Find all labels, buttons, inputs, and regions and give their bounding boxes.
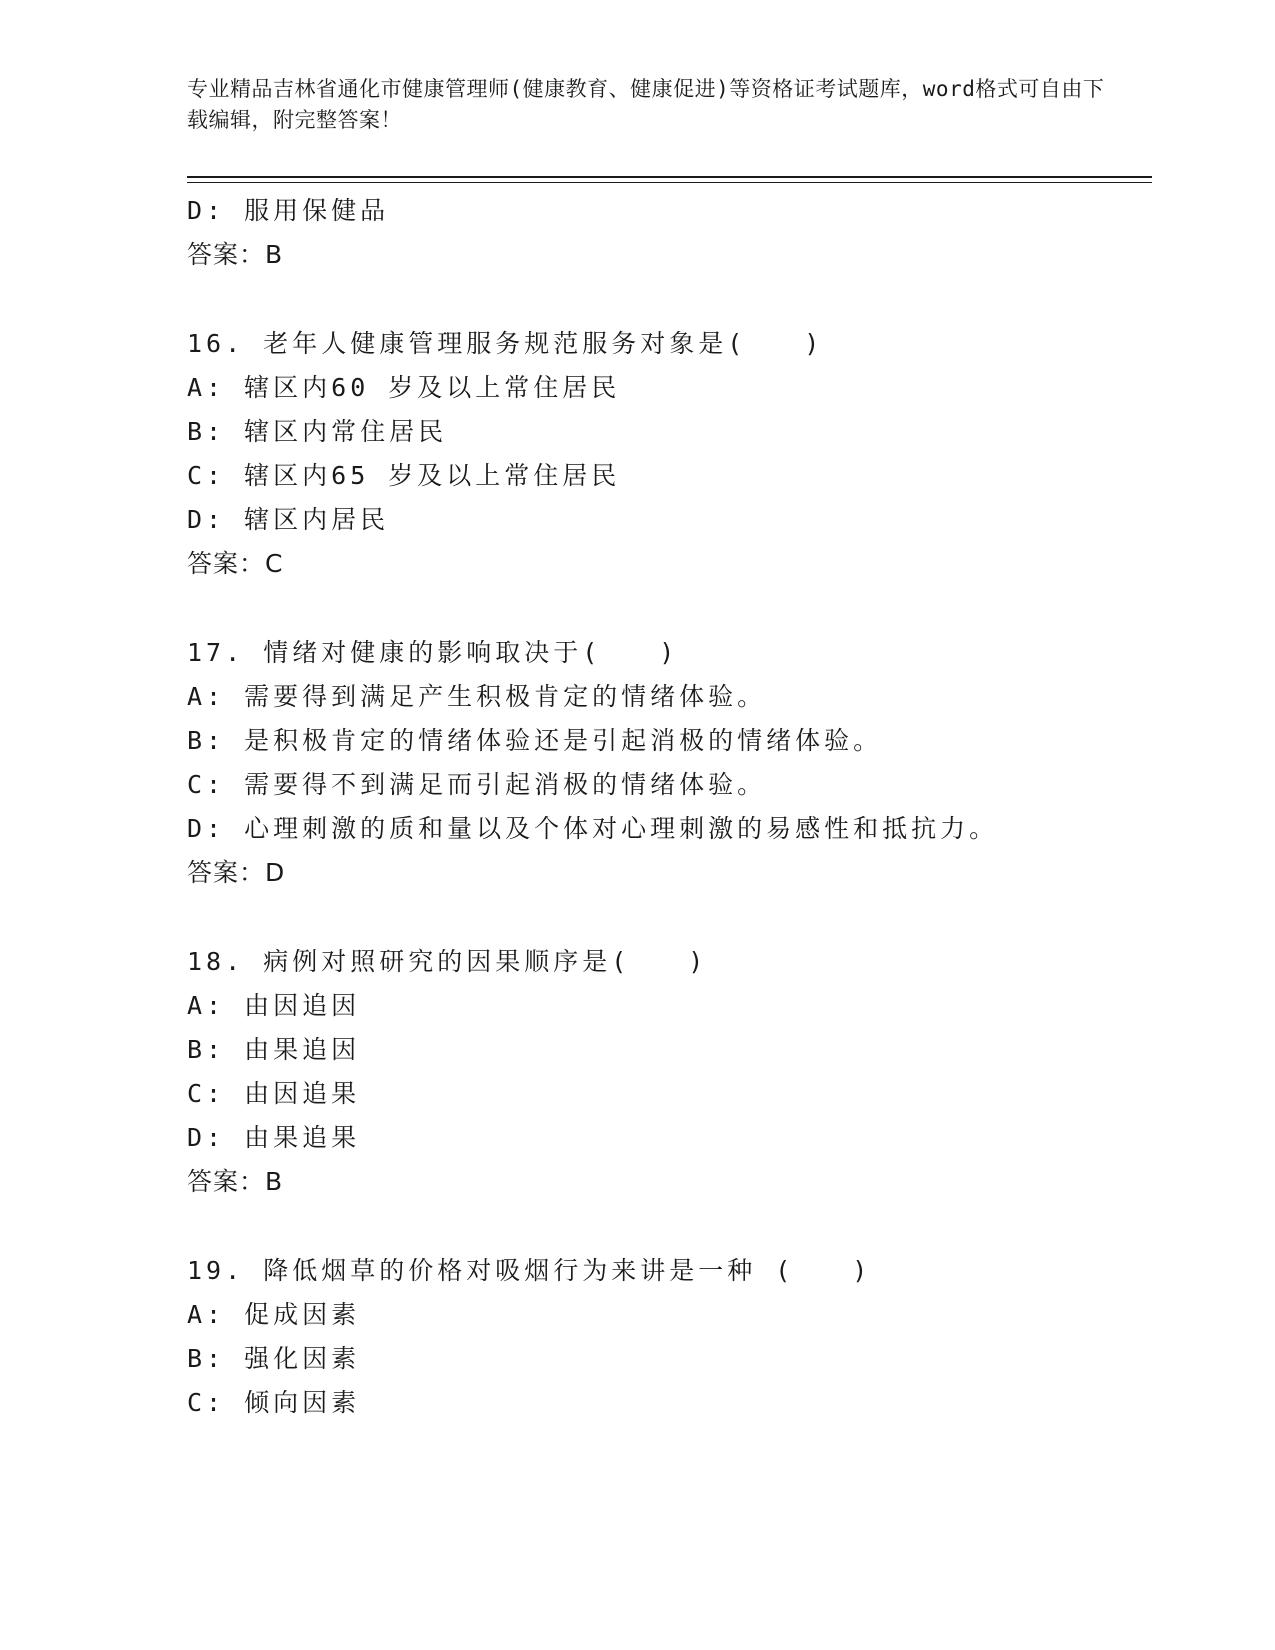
question-17-answer: 答案：D [187,858,286,887]
prev-answer: 答案：B [187,240,284,269]
question-18-option-b: B: 由果追因 [187,1035,361,1064]
question-16-option-d: D: 辖区内居民 [187,505,390,534]
question-18-stem: 18. 病例对照研究的因果顺序是( ) [187,947,708,976]
question-16-stem: 16. 老年人健康管理服务规范服务对象是( ) [187,329,824,358]
document-header: 专业精品吉林省通化市健康管理师(健康教育、健康促进)等资格证考试题库，word格式可自由下载编辑，附完整答案！ [187,77,1105,132]
question-17-option-b: B: 是积极肯定的情绪体验还是引起消极的情绪体验。 [187,726,883,755]
question-17-option-c: C: 需要得不到满足而引起消极的情绪体验。 [187,770,767,799]
header-divider-thick [187,176,1152,178]
question-16-option-b: B: 辖区内常住居民 [187,417,448,446]
header-divider-thin [187,182,1152,183]
question-17-option-a: A: 需要得到满足产生积极肯定的情绪体验。 [187,682,767,711]
question-16-option-c: C: 辖区内65 岁及以上常住居民 [187,461,621,490]
question-18-answer: 答案：B [187,1167,284,1196]
question-17-option-d: D: 心理刺激的质和量以及个体对心理刺激的易感性和抵抗力。 [187,814,999,843]
question-19-option-a: A: 促成因素 [187,1300,361,1329]
question-19-option-b: B: 强化因素 [187,1344,361,1373]
prev-option-d: D: 服用保健品 [187,196,390,225]
question-16-answer: 答案：C [187,549,284,578]
question-18-option-a: A: 由因追因 [187,991,361,1020]
question-19-option-c: C: 倾向因素 [187,1388,361,1417]
question-18-option-d: D: 由果追果 [187,1123,361,1152]
question-19-stem: 19. 降低烟草的价格对吸烟行为来讲是一种 ( ) [187,1256,872,1285]
question-18-option-c: C: 由因追果 [187,1079,361,1108]
question-16-option-a: A: 辖区内60 岁及以上常住居民 [187,373,621,402]
question-17-stem: 17. 情绪对健康的影响取决于( ) [187,638,679,667]
